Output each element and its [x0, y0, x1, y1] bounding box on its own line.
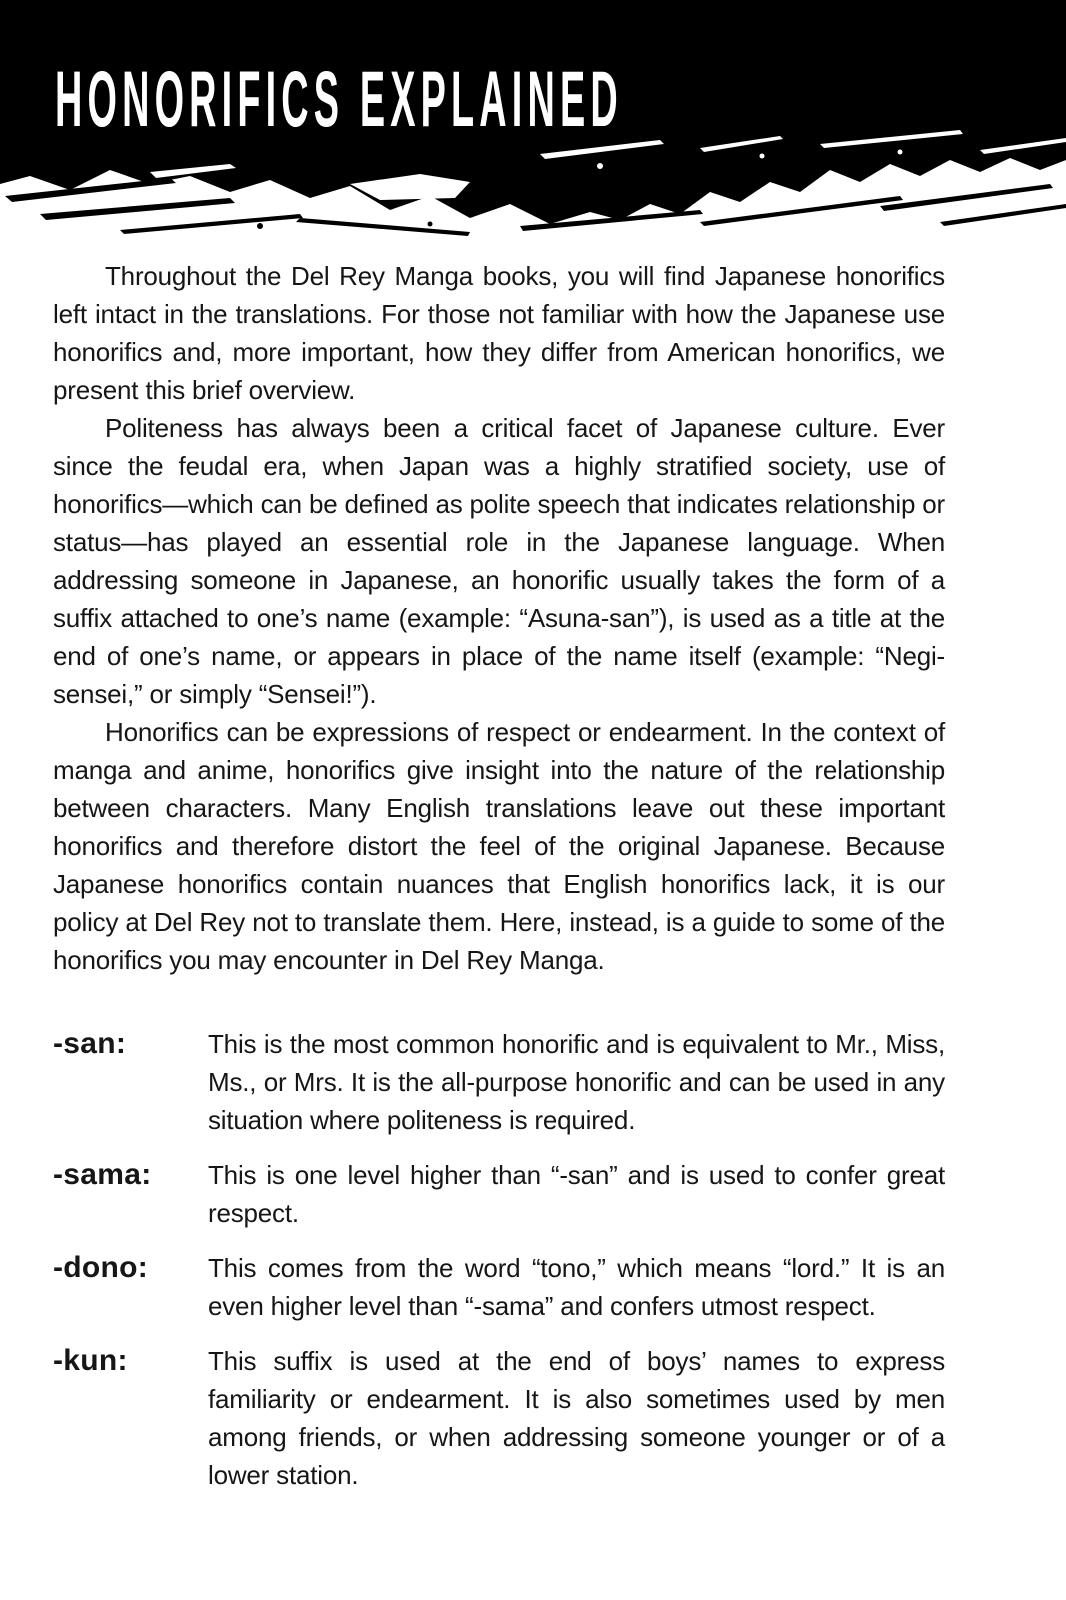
honorific-entry-kun — [53, 1342, 945, 1494]
honorific-entry-san — [53, 1025, 945, 1139]
honorific-term-kun: -kun: — [53, 1344, 128, 1377]
body-paragraph-intro: Throughout the Del Rey Manga books, you will find Japanese honorifics left intact in the translations. For those not familiar with how the Japanese use honorifics and, more important, how they differ from American honorifics, we present this brief overview. — [53, 261, 945, 405]
page-body — [0, 238, 1066, 1494]
honorific-definition-sama: This is one level higher than “-san” and is used to confer great respect. — [208, 1160, 945, 1228]
body-paragraph-politeness: Politeness has always been a critical facet of Japanese culture. Ever since the feudal era, when Japan was a highly stratified society, use of honorifics—which can be defined as polite speech that indicates relationship or status—has played an essential role in the Japanese language. When addressing someone in Japanese, an honorific usually takes the form of a suffix attached to one’s name (example: “Asuna-san”), is used as a title at the end of one’s name, or appears in place of the name itself (example: “Negi-sensei,” or simply “Sensei!”). — [53, 413, 945, 709]
honorific-term-san: -san: — [53, 1027, 127, 1060]
honorifics-list — [53, 1025, 945, 1494]
honorific-entry-dono — [53, 1249, 945, 1325]
honorific-term-dono: -dono: — [53, 1251, 149, 1284]
honorific-entry-sama — [53, 1156, 945, 1232]
honorific-definition-kun: This suffix is used at the end of boys’ names to express familiarity or endearment. It is also sometimes used by men among friends, or when addressing someone younger or of a lower station. — [208, 1346, 945, 1490]
brush-stroke-graphic — [0, 126, 1066, 238]
page-title: HONORIFICS EXPLAINED — [55, 56, 623, 145]
body-paragraph-guide: Honorifics can be expressions of respect or endearment. In the context of manga and anime, honorifics give insight into the nature of the relationship between characters. Many English translations leave out these important honorifics and therefore distort the feel of the original Japanese. Because Japanese honorifics contain nuances that English honorifics lack, it is our policy at Del Rey not to translate them. Here, instead, is a guide to some of the honorifics you may encounter in Del Rey Manga. — [53, 717, 945, 975]
honorific-definition-dono: This comes from the word “tono,” which means “lord.” It is an even higher level than “-sama” and confers utmost respect. — [208, 1253, 945, 1321]
honorific-definition-san: This is the most common honorific and is equivalent to Mr., Miss, Ms., or Mrs. It is the all-purpose honorific and can be used in any situation where politeness is required. — [208, 1029, 945, 1135]
honorific-term-sama: -sama: — [53, 1158, 152, 1191]
header-banner — [0, 0, 1066, 238]
